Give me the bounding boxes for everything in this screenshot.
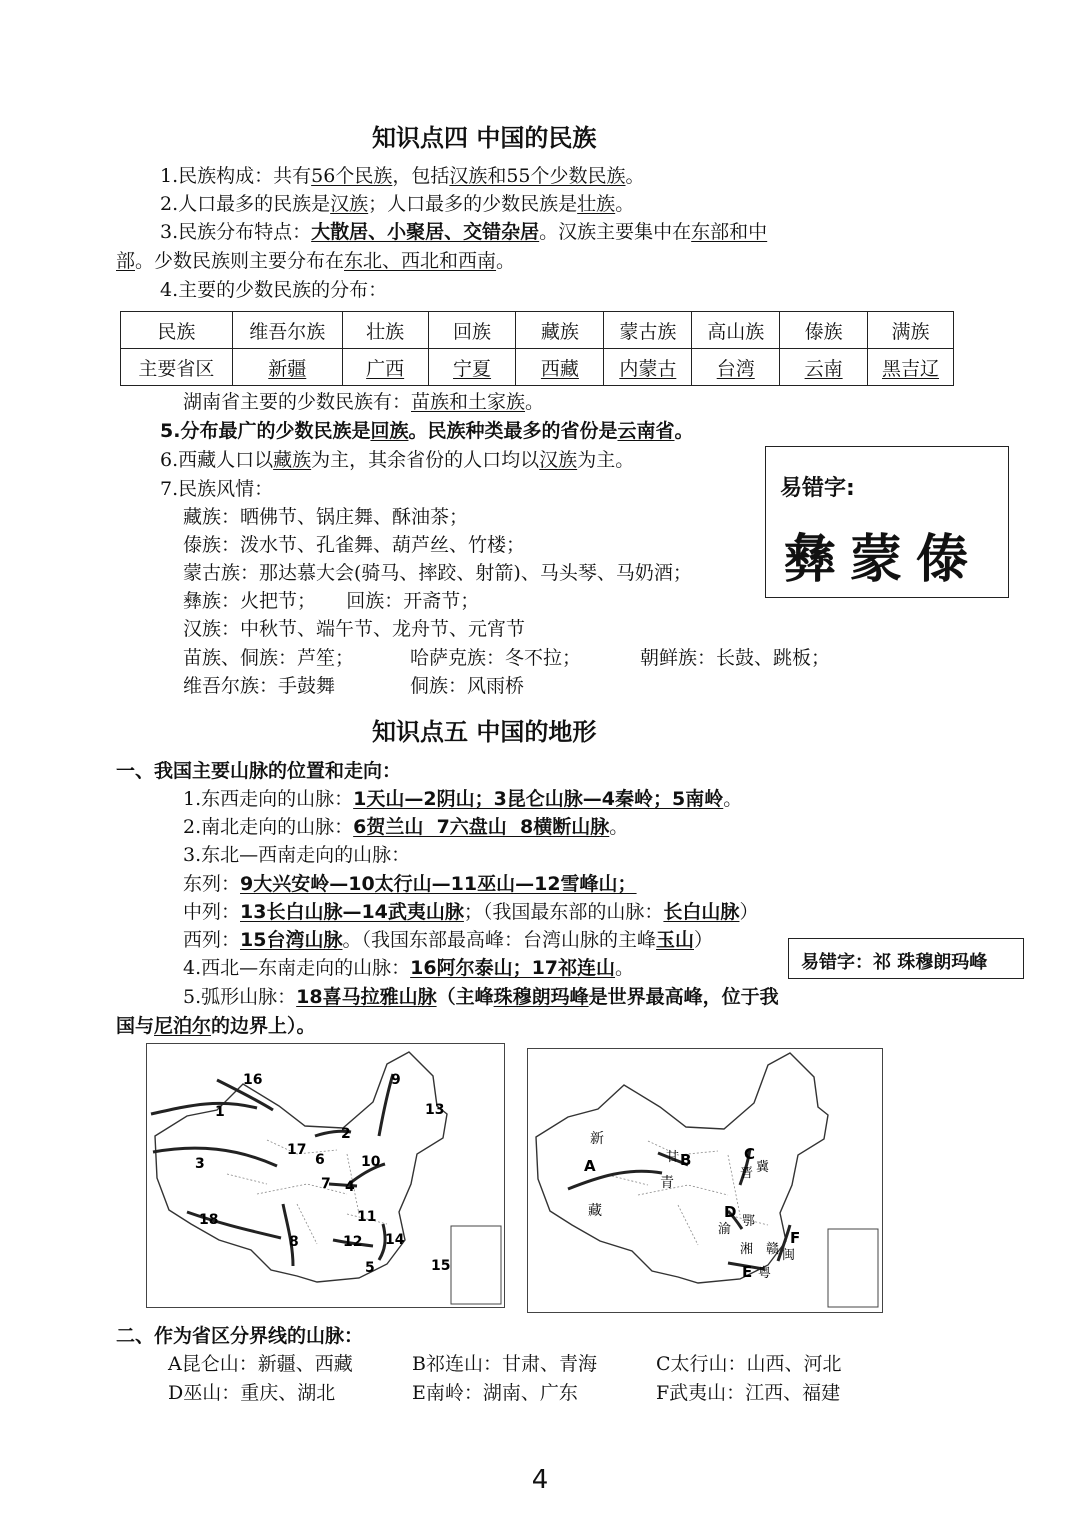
p1-answer-2: 汉族和55个少数民族 xyxy=(449,165,626,187)
map2-label: E xyxy=(742,1263,753,1281)
table-cell: 民族 xyxy=(121,312,233,349)
heading-1: 一、我国主要山脉的位置和走向： xyxy=(116,760,402,782)
p2-text-2: ；人口最多的少数民族是 xyxy=(368,193,578,215)
table-value: 台湾 xyxy=(716,357,755,380)
map1-label: 15 xyxy=(431,1258,451,1274)
table-value: 宁夏 xyxy=(453,357,492,380)
map2-label: 冀 xyxy=(756,1160,770,1175)
p1-text: 1.民族构成：共有 xyxy=(160,165,312,187)
map1-label: 5 xyxy=(365,1260,375,1276)
mid-answer: 13长白山脉—14武夷山脉 xyxy=(240,901,464,923)
custom-line: 蒙古族：那达慕大会(骑马、摔跤、射箭)、马头琴、马奶酒； xyxy=(183,562,692,584)
china-map-2 xyxy=(528,1049,881,1311)
china-map-1 xyxy=(147,1044,503,1306)
table-cell: 藏族 xyxy=(516,312,604,349)
table-cell: 高山族 xyxy=(692,312,780,349)
p7: 7.民族风情： xyxy=(160,478,274,500)
common-mistakes-box xyxy=(765,446,1009,598)
west-column xyxy=(183,926,713,954)
map1-label: 8 xyxy=(289,1234,299,1250)
l2-text: 2.南北走向的山脉： xyxy=(183,816,354,838)
west-answer: 15台湾山脉 xyxy=(240,929,343,951)
p3-answer-3: 东北、西北和西南 xyxy=(344,250,497,272)
map1-label: 3 xyxy=(195,1156,205,1172)
p5-text: 5.分布最广的少数民族是 xyxy=(160,420,371,442)
l3: 3.东北—西南走向的山脉： xyxy=(183,844,411,866)
table-cell xyxy=(342,349,428,386)
table-cell xyxy=(692,349,780,386)
l4 xyxy=(183,954,634,982)
custom-line: 哈萨克族：冬不拉； xyxy=(410,647,582,669)
map1-label: 18 xyxy=(199,1212,219,1228)
map2-label: D xyxy=(724,1203,737,1221)
l4-text: 4.西北—东南走向的山脉： xyxy=(183,957,411,979)
mountain-map-lettered xyxy=(527,1048,883,1313)
table-cell: 主要省区 xyxy=(121,349,233,386)
custom-line: 藏族：晒佛节、锅庄舞、酥油茶； xyxy=(183,506,469,528)
map2-label: 湘 xyxy=(740,1242,754,1257)
map1-label: 10 xyxy=(361,1154,381,1170)
common-mistakes-label: 易错字: xyxy=(780,476,855,501)
east-label: 东列： xyxy=(183,873,241,895)
common-mistakes-box-2: 易错字：祁 珠穆朗玛峰 xyxy=(788,938,1024,979)
map2-label: 新 xyxy=(590,1131,604,1147)
border-item: D巫山：重庆、湖北 xyxy=(168,1382,336,1404)
p2-text: 2.人口最多的民族是 xyxy=(160,193,331,215)
p6-text-3: 为主。 xyxy=(577,449,635,471)
table-cell: 满族 xyxy=(868,312,954,349)
map2-label: 藏 xyxy=(588,1203,602,1219)
border-item: C太行山：山西、河北 xyxy=(656,1353,842,1375)
common-mistakes-chars: 彝蒙傣 xyxy=(784,529,983,590)
p2-text-3: 。 xyxy=(615,193,635,215)
l2-answer: 6贺兰山 7六盘山 8横断山脉 xyxy=(353,816,610,838)
p3-answer-1: 大散居、小聚居、交错杂居 xyxy=(311,221,540,243)
table-cell: 壮族 xyxy=(342,312,428,349)
p2 xyxy=(160,190,634,218)
p5-answer-1: 回族 xyxy=(370,420,409,442)
mid-text: ；（我国最东部的山脉： xyxy=(463,901,664,923)
west-answer-2: 玉山 xyxy=(655,929,694,951)
custom-line: 彝族：火把节； 回族：开斋节； xyxy=(183,590,480,612)
table-cell xyxy=(780,349,868,386)
east-answer: 9大兴安岭—10太行山—11巫山—12雪峰山； xyxy=(240,873,637,895)
l2 xyxy=(183,813,628,841)
custom-line: 朝鲜族：长鼓、跳板； xyxy=(640,647,831,669)
l4-answer: 16阿尔泰山；17祁连山 xyxy=(410,957,616,979)
l2-text-2: 。 xyxy=(609,816,629,838)
ethnic-distribution-table xyxy=(120,311,954,386)
border-item: E南岭：湖南、广东 xyxy=(412,1382,578,1404)
table-cell: 维吾尔族 xyxy=(232,312,342,349)
p6-answer-1: 藏族 xyxy=(273,449,312,471)
map2-label: C xyxy=(744,1145,756,1163)
table-cell xyxy=(868,349,954,386)
l1-text-2: 。 xyxy=(723,788,743,810)
map1-label: 11 xyxy=(357,1209,377,1225)
p1-text-2: ，包括 xyxy=(392,165,450,187)
border-item: A昆仑山：新疆、西藏 xyxy=(168,1353,353,1375)
custom-line: 苗族、侗族：芦笙； xyxy=(183,647,355,669)
map2-label: 闽 xyxy=(782,1248,796,1263)
map2-label: 鄂 xyxy=(742,1214,756,1229)
hunan-line xyxy=(183,388,544,416)
p5-text-3: 。 xyxy=(674,420,694,442)
custom-line: 维吾尔族：手鼓舞 xyxy=(183,675,336,697)
map2-label: 青 xyxy=(660,1175,674,1191)
p2-answer-1: 汉族 xyxy=(330,193,369,215)
map1-label: 6 xyxy=(315,1152,325,1168)
mid-answer-2: 长白山脉 xyxy=(663,901,740,923)
l1 xyxy=(183,785,742,813)
table-cell: 回族 xyxy=(428,312,516,349)
table-value: 内蒙古 xyxy=(619,357,677,380)
map1-label: 2 xyxy=(341,1126,351,1142)
table-cell xyxy=(428,349,516,386)
p3-text: 3.民族分布特点： xyxy=(160,221,312,243)
map1-label: 12 xyxy=(343,1234,363,1250)
map2-label: A xyxy=(584,1157,596,1175)
l1-text: 1.东西走向的山脉： xyxy=(183,788,354,810)
map1-label: 9 xyxy=(391,1072,401,1088)
map1-label: 7 xyxy=(321,1176,331,1192)
l1-answer: 1天山—2阴山；3昆仑山脉—4秦岭；5南岭 xyxy=(353,788,724,810)
l5-text-3: 是世界最高峰，位于我 xyxy=(588,986,779,1008)
p5-text-2: 。民族种类最多的省份是 xyxy=(408,420,618,442)
section5-title: 知识点五 中国的地形 xyxy=(372,718,597,746)
p3-answer-2: 东部和中 xyxy=(691,221,768,243)
map1-label: 17 xyxy=(287,1142,307,1158)
west-text-2: ） xyxy=(694,929,714,951)
p6 xyxy=(160,446,634,474)
l5-text-2: （主峰 xyxy=(436,986,494,1008)
mountain-line xyxy=(153,1148,277,1166)
hunan-answer: 苗族和土家族 xyxy=(411,391,526,413)
custom-line: 傣族：泼水节、孔雀舞、葫芦丝、竹楼； xyxy=(183,534,526,556)
p6-text: 6.西藏人口以 xyxy=(160,449,274,471)
page-number: 4 xyxy=(531,1465,549,1495)
mid-column xyxy=(183,898,758,926)
west-label: 西列： xyxy=(183,929,241,951)
west-text: 。（我国东部最高峰：台湾山脉的主峰 xyxy=(342,929,656,951)
p1-answer-1: 56个民族 xyxy=(311,165,393,187)
p6-answer-2: 汉族 xyxy=(539,449,578,471)
border-item: F武夷山：江西、福建 xyxy=(656,1382,841,1404)
l5-text-4: 国与 xyxy=(116,1015,155,1037)
l5 xyxy=(183,983,779,1011)
table-value: 广西 xyxy=(366,357,405,380)
p6-text-2: 为主，其余省份的人口均以 xyxy=(311,449,540,471)
table-cell xyxy=(516,349,604,386)
table-cell: 傣族 xyxy=(780,312,868,349)
p2-answer-2: 壮族 xyxy=(577,193,616,215)
table-cell xyxy=(604,349,692,386)
custom-line: 侗族：风雨桥 xyxy=(410,675,525,697)
l5-answer-2: 珠穆朗玛峰 xyxy=(493,986,589,1008)
custom-line: 汉族：中秋节、端午节、龙舟节、元宵节 xyxy=(183,618,526,640)
table-cell: 蒙古族 xyxy=(604,312,692,349)
map1-label: 14 xyxy=(385,1232,405,1248)
p3-text-4: 。 xyxy=(496,250,516,272)
mountain-map-numbered xyxy=(146,1043,505,1308)
section4-title: 知识点四 中国的民族 xyxy=(372,124,597,152)
l5-answer-3: 尼泊尔 xyxy=(154,1015,212,1037)
l5-text: 5.弧形山脉： xyxy=(183,986,297,1008)
p3-answer-2-cont: 部 xyxy=(116,250,136,272)
p3-text-2: 。汉族主要集中在 xyxy=(539,221,692,243)
map2-label: 粤 xyxy=(758,1266,772,1281)
l5-cont xyxy=(116,1012,316,1040)
map2-label: 晋 xyxy=(740,1166,754,1181)
map2-label: 赣 xyxy=(766,1242,780,1257)
hunan-text-2: 。 xyxy=(525,391,545,413)
p3 xyxy=(160,218,767,246)
p5-answer-2: 云南省 xyxy=(617,420,675,442)
heading-2: 二、作为省区分界线的山脉： xyxy=(116,1325,364,1347)
map2-label: 渝 xyxy=(718,1222,732,1237)
map2-label: F xyxy=(790,1229,801,1247)
map1-label: 1 xyxy=(215,1104,225,1120)
p1-text-3: 。 xyxy=(625,165,645,187)
table-value: 云南 xyxy=(804,357,843,380)
mid-text-2: ） xyxy=(739,901,759,923)
l5-answer: 18喜马拉雅山脉 xyxy=(296,986,437,1008)
table-value: 西藏 xyxy=(540,357,579,380)
south-china-sea-inset xyxy=(451,1226,501,1304)
map2-label: 甘 xyxy=(666,1150,680,1165)
mid-label: 中列： xyxy=(183,901,241,923)
map2-label: B xyxy=(680,1151,692,1169)
l5-text-5: 的边界上）。 xyxy=(211,1015,316,1037)
p5 xyxy=(160,417,694,445)
table-cell xyxy=(232,349,342,386)
south-china-sea-inset xyxy=(828,1229,878,1307)
mountain-line xyxy=(568,1171,662,1189)
map1-label: 16 xyxy=(243,1072,263,1088)
map1-label: 13 xyxy=(425,1102,445,1118)
l4-text-2: 。 xyxy=(615,957,635,979)
table-value: 新疆 xyxy=(268,357,307,380)
p3-cont xyxy=(116,247,515,275)
hunan-text: 湖南省主要的少数民族有： xyxy=(183,391,412,413)
table-row xyxy=(121,349,954,386)
table-header-row xyxy=(121,312,954,349)
p1 xyxy=(160,162,645,190)
table-value: 黑吉辽 xyxy=(882,357,940,380)
p4: 4.主要的少数民族的分布： xyxy=(160,279,388,301)
map1-label: 4 xyxy=(345,1179,355,1195)
east-column xyxy=(183,870,637,898)
border-item: B祁连山：甘肃、青海 xyxy=(412,1353,597,1375)
p3-text-3: 。少数民族则主要分布在 xyxy=(135,250,345,272)
